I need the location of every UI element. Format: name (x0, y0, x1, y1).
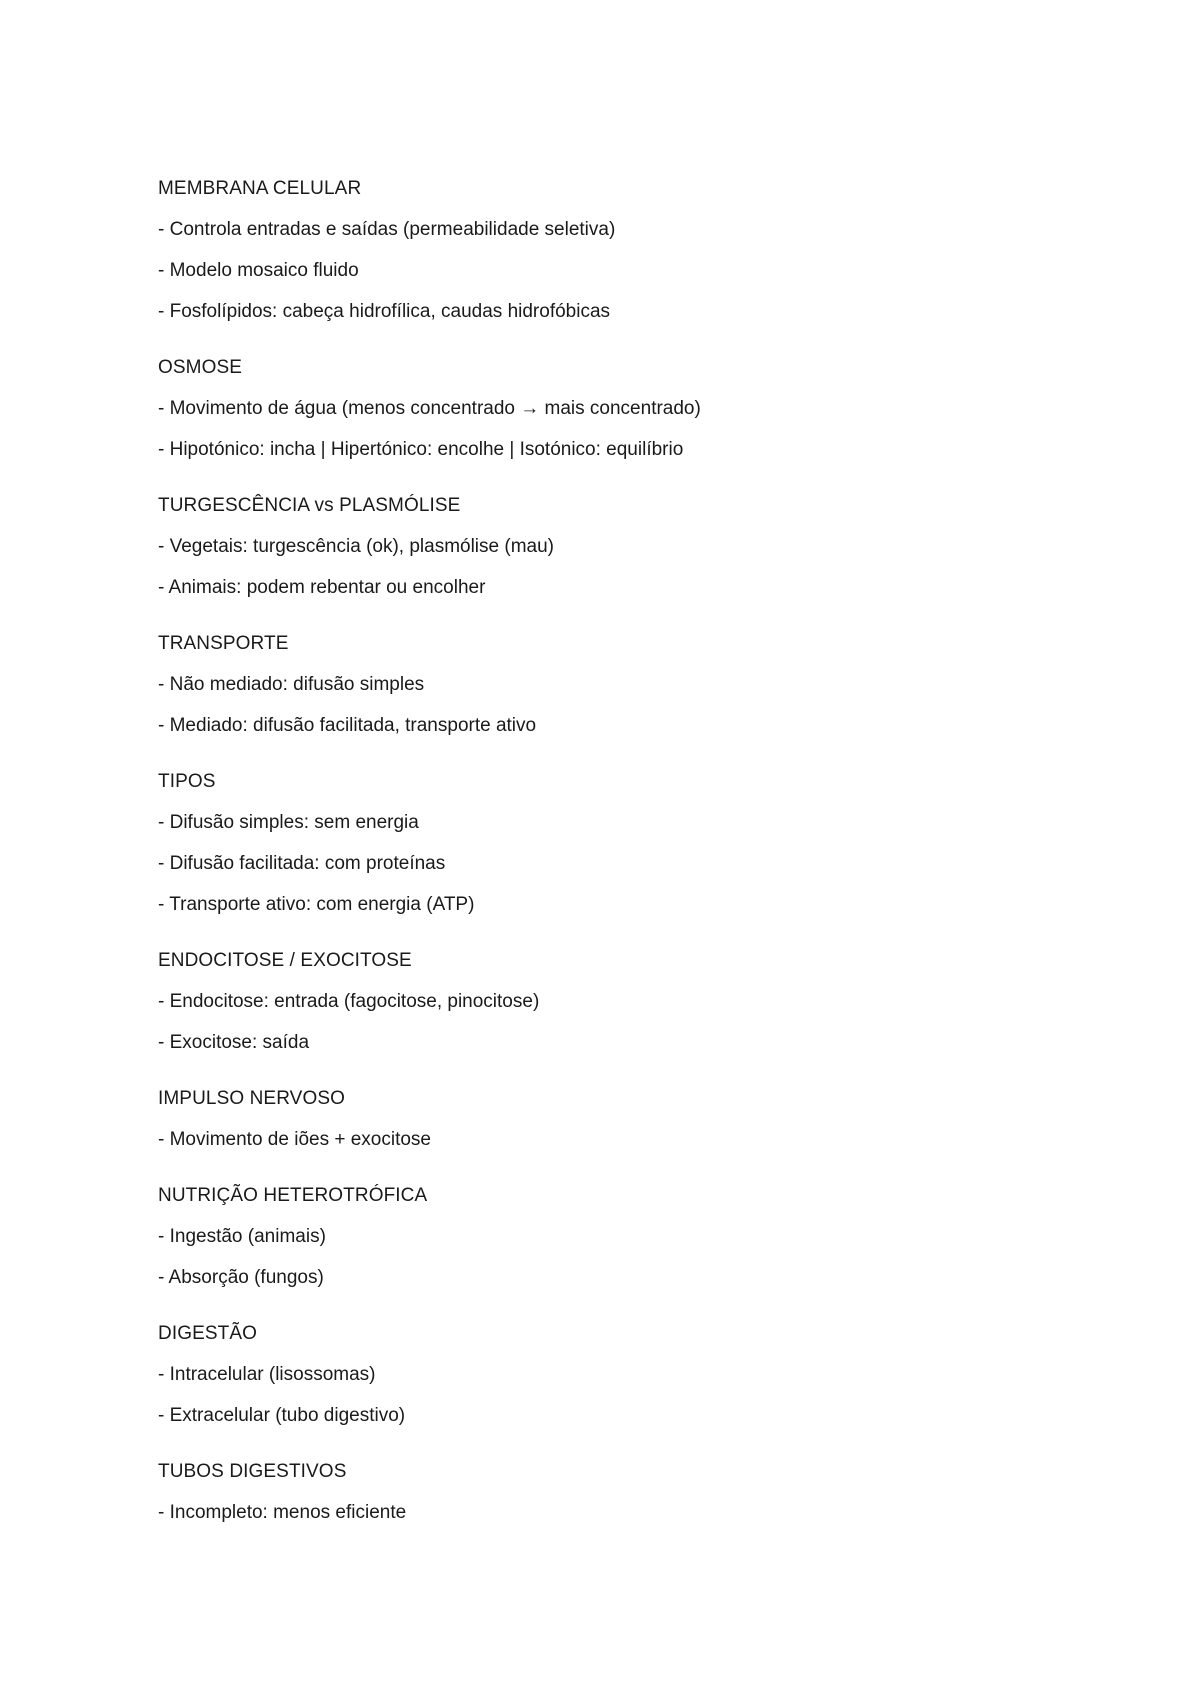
section-heading: DIGESTÃO (158, 1323, 257, 1344)
list-item: - Hipotónico: incha | Hipertónico: encolhe | Isotónico: equilíbrio (158, 439, 684, 460)
section-heading: NUTRIÇÃO HETEROTRÓFICA (158, 1185, 428, 1206)
section-turgescencia-plasmolise (158, 485, 1058, 608)
section-heading: TRANSPORTE (158, 633, 289, 654)
section-heading: TIPOS (158, 771, 216, 792)
list-item: - Exocitose: saída (158, 1032, 310, 1053)
list-item: - Difusão facilitada: com proteínas (158, 853, 446, 874)
list-item: - Difusão simples: sem energia (158, 812, 419, 833)
list-item: - Controla entradas e saídas (permeabilidade seletiva) (158, 219, 616, 240)
document-page (158, 168, 1058, 1533)
section-endocitose-exocitose (158, 940, 1058, 1063)
section-impulso-nervoso (158, 1078, 1058, 1160)
list-item: - Transporte ativo: com energia (ATP) (158, 894, 475, 915)
section-heading: TUBOS DIGESTIVOS (158, 1461, 347, 1482)
list-item: - Absorção (fungos) (158, 1267, 324, 1288)
section-heading: TURGESCÊNCIA vs PLASMÓLISE (158, 495, 461, 516)
list-item: - Vegetais: turgescência (ok), plasmólise (mau) (158, 536, 554, 557)
list-item: - Movimento de iões + exocitose (158, 1129, 431, 1150)
list-item: - Extracelular (tubo digestivo) (158, 1405, 406, 1426)
section-transporte (158, 623, 1058, 746)
list-item: - Mediado: difusão facilitada, transporte ativo (158, 715, 537, 736)
section-heading: MEMBRANA CELULAR (158, 178, 362, 199)
section-tipos (158, 761, 1058, 925)
list-item: - Modelo mosaico fluido (158, 260, 359, 281)
section-nutricao-heterotrofica (158, 1175, 1058, 1298)
list-item: - Não mediado: difusão simples (158, 674, 425, 695)
section-digestao (158, 1313, 1058, 1436)
section-heading: ENDOCITOSE / EXOCITOSE (158, 950, 412, 971)
section-heading: OSMOSE (158, 357, 243, 378)
section-membrana-celular (158, 168, 1058, 332)
section-heading: IMPULSO NERVOSO (158, 1088, 345, 1109)
list-item: - Animais: podem rebentar ou encolher (158, 577, 486, 598)
list-item: - Ingestão (animais) (158, 1226, 326, 1247)
section-tubos-digestivos (158, 1451, 1058, 1533)
list-item: - Incompleto: menos eficiente (158, 1502, 407, 1523)
list-item: - Movimento de água (menos concentrado → mais concentrado) (158, 398, 701, 419)
list-item: - Endocitose: entrada (fagocitose, pinocitose) (158, 991, 540, 1012)
list-item: - Intracelular (lisossomas) (158, 1364, 376, 1385)
list-item: - Fosfolípidos: cabeça hidrofílica, caudas hidrofóbicas (158, 301, 611, 322)
section-osmose (158, 347, 1058, 470)
